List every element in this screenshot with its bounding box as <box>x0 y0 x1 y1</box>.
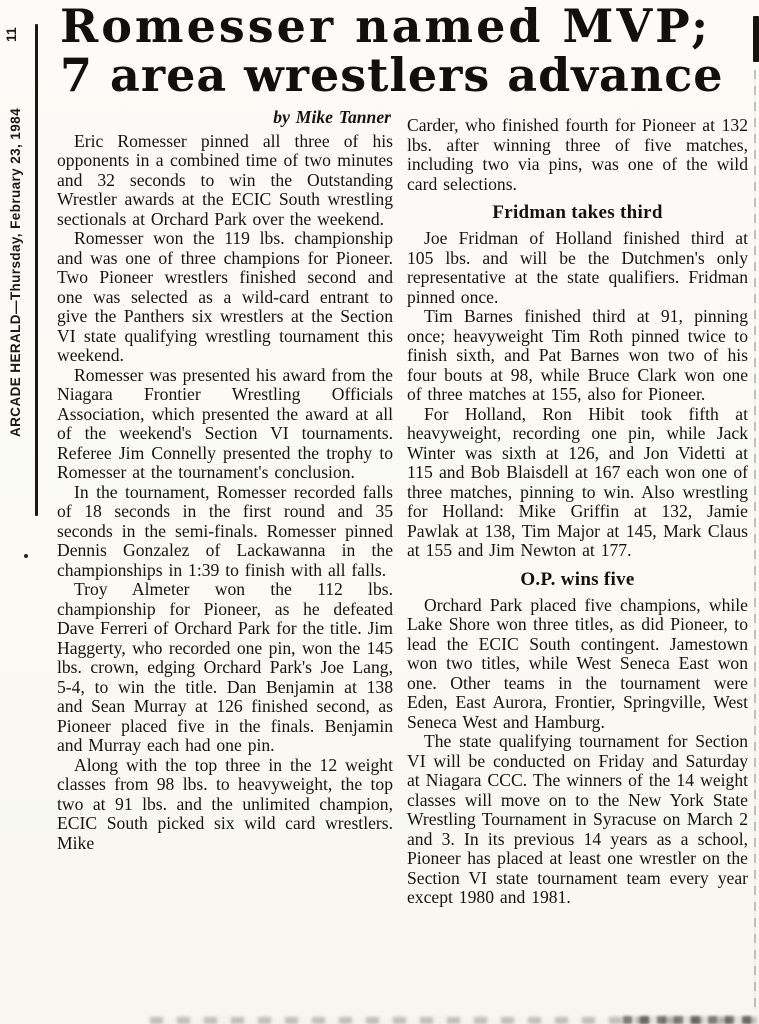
paragraph-orchard-park: Orchard Park placed five champions, while Lake Shore won three titles, as did Pioneer, to lead the ECIC South contingent. Jamestown won two titles, while West Seneca East won one. Other teams in the tournament were Eden, East Aurora, Frontier, Springville, West Seneca West and Hamburg. <box>407 594 748 732</box>
paragraph-lede: Eric Romesser pinned all three of his opponents in a combined time of two minutes and 32 seconds to win the Outstanding Wrestler awards at the ECIC South wrestling sectionals at Orchard Park over the weekend. <box>57 130 393 229</box>
paragraph-wildcards: Along with the top three in the 12 weight classes from 98 lbs. to heavyweight, the top two at 91 lbs. and the unlimited champion, ECIC South picked six wild card wrestlers. Mike <box>57 754 393 853</box>
headline-line-1: Romesser named MVP; <box>60 0 712 53</box>
paragraph-carder: Carder, who finished fourth for Pioneer at 132 lbs. after winning three of five matches, including two via pins, was one of the wild card selections. <box>407 116 748 194</box>
headline-line-2: 7 area wrestlers advance <box>60 48 724 102</box>
paragraph-falls: In the tournament, Romesser recorded falls of 18 seconds in the first round and 35 seconds in the semi-finals. Romesser pinned Dennis Gonzalez of Lackawanna in the championships in 1:39 to finish with all falls. <box>57 481 393 580</box>
scan-artifact-dot <box>24 554 28 558</box>
paragraph-state-qualifier: The state qualifying tournament for Section VI will be conducted on Friday and Saturday at Niagara CCC. The winners of the 14 weight classes will move on to the New York State Wrestling Tournament in Syracuse on March 2 and 3. In its previous 14 years as a school, Pioneer has placed at least one wrestler on the Section VI state tournament team every year except 1980 and 1981. <box>407 731 748 907</box>
scan-edge-mark <box>753 16 759 62</box>
masthead-dateline: ARCADE HERALD—Thursday, February 23, 1984 <box>8 108 23 438</box>
subhead-fridman: Fridman takes third <box>492 202 663 223</box>
margin-rule <box>35 24 38 516</box>
paragraph-award: Romesser was presented his award from the Niagara Frontier Wrestling Officials Association, which presented the award at all of the weekend's Section VI tournaments. Referee Jim Connelly presented the trophy to Romesser at the tournament's conclusion. <box>57 364 393 482</box>
paragraph-almeter: Troy Almeter won the 112 lbs. championship for Pioneer, as he defeated Dave Ferreri of Orchard Park for the title. Jim Haggerty, who recorded one pin, won the 145 lbs. crown, edging Orchard Park's Joe Lang, 5-4, to win the title. Dan Benjamin at 138 and Sean Murray at 126 finished second, as Pioneer placed five in the finals. Benjamin and Murray each had one pin. <box>57 579 393 755</box>
subhead-op-wins-five: O.P. wins five <box>520 568 635 590</box>
paragraph-championship: Romesser won the 119 lbs. championship and was one of three champions for Pioneer. Two Pioneer wrestlers finished second and one was selected as a wild-card entrant to give the Panthers six wrestlers at the Section VI state qualifying wrestling tournament this weekend. <box>57 228 393 365</box>
column-left <box>57 108 393 1018</box>
column-right <box>407 116 748 1018</box>
paragraph-fridman: Joe Fridman of Holland finished third at 105 lbs. and will be the Dutchmen's only representative at the state qualifiers. Fridman pinned once. <box>407 228 748 307</box>
article-headline <box>60 2 750 100</box>
paragraph-holland: For Holland, Ron Hibit took fifth at heavyweight, recording one pin, while Jack Winter was sixth at 126, and Jon Videtti at 115 and Bob Blaisdell at 167 each won one of three matches, pinning to win. Also wrestling for Holland: Mike Griffin at 132, Jamie Pawlak at 138, Tim Major at 145, Mark Claus at 155 and Jim Newton at 177. <box>407 403 748 560</box>
page-number: 11 <box>3 27 19 43</box>
paragraph-barnes: Tim Barnes finished third at 91, pinning once; heavyweight Tim Roth pinned twice to finish sixth, and Pat Barnes won two of his four bouts at 98, while Bruce Clark won one of three matches at 155, also for Pioneer. <box>407 306 748 404</box>
byline: by Mike Tanner <box>273 108 391 127</box>
cutoff-text-smudge-dark <box>623 1016 753 1024</box>
scan-edge-line <box>754 70 756 1010</box>
